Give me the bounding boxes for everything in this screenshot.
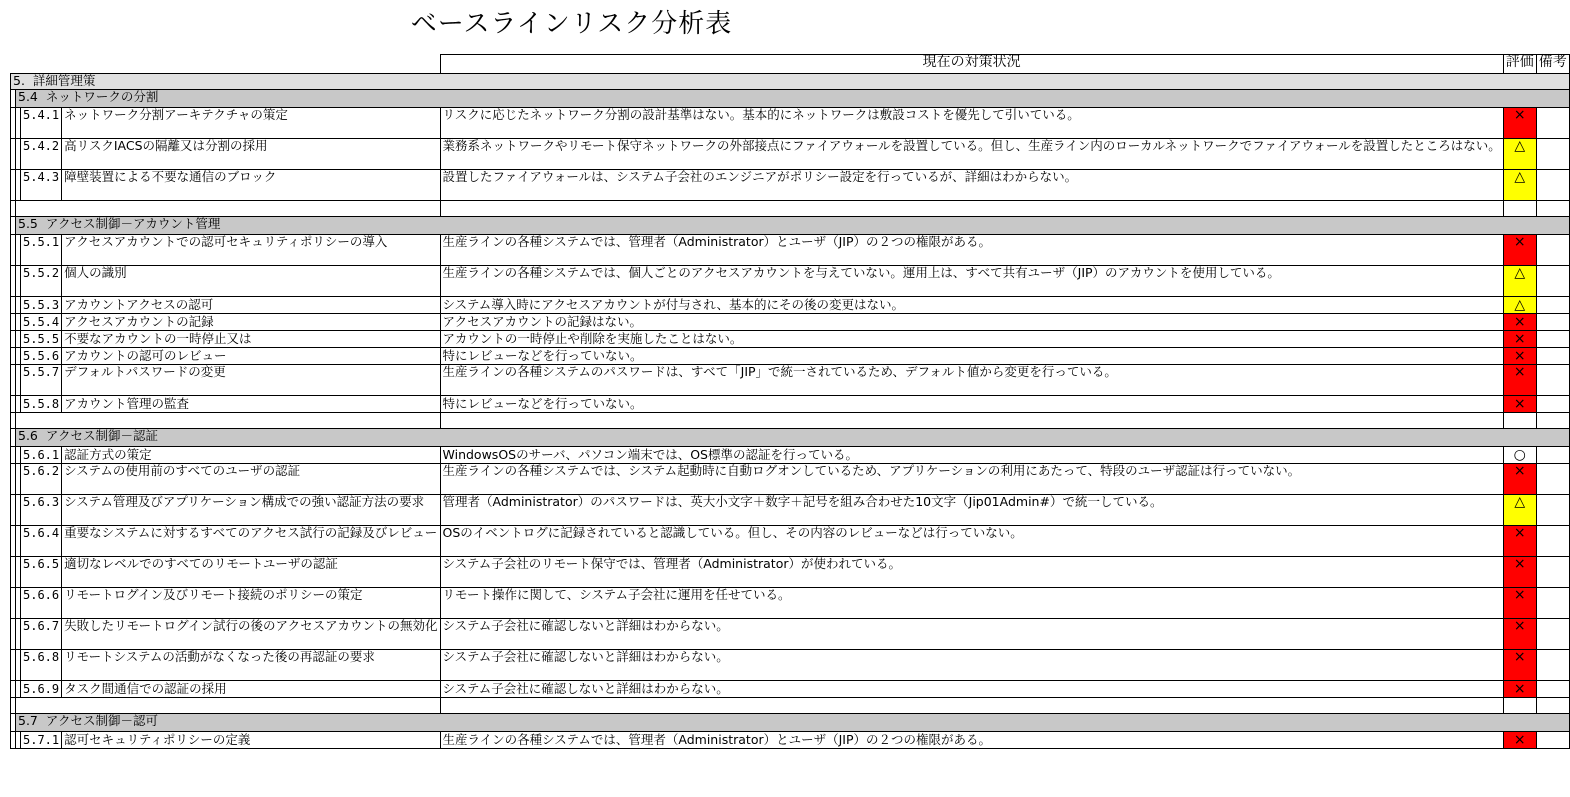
header-note: 備考 xyxy=(1536,55,1569,74)
eval-mark: △ xyxy=(1503,495,1536,526)
eval-mark: × xyxy=(1503,235,1536,266)
eval-mark: △ xyxy=(1503,297,1536,314)
risk-analysis-table xyxy=(10,54,1570,749)
subsection-row xyxy=(11,714,1570,732)
header-status: 現在の対策状況 xyxy=(440,55,1503,74)
table-row: 5.6.9 タスク間通信での認証の採用 システム子会社に確認しないと詳細はわからない。 × xyxy=(11,681,1570,698)
subsection-label: 5.7 アクセス制御－認可 xyxy=(16,714,1570,732)
table-row: 5.4.2 高リスクIACSの隔離又は分割の採用 業務系ネットワークやリモート保守ネットワークの外部接点にファイアウォールを設置している。但し、生産ライン内のローカルネットワークでファイアウォールを設置したところはない。 △ xyxy=(11,139,1570,170)
page-title: ベースラインリスク分析表 xyxy=(410,9,733,39)
table-row: 5.5.7 デフォルトパスワードの変更 生産ラインの各種システムのパスワードは、すべて「JIP」で統一されているため、デフォルト値から変更を行っている。 × xyxy=(11,365,1570,396)
table-row: 5.6.3 システム管理及びアプリケーション構成での強い認証方法の要求 管理者（Administrator）のパスワードは、英大小文字＋数字＋記号を組み合わせた10文字（Jip01Admin#）で統一している。 △ xyxy=(11,495,1570,526)
table-row: 5.6.4 重要なシステムに対するすべてのアクセス試行の記録及びレビュー OSのイベントログに記録されていると認識している。但し、その内容のレビューなどは行っていない。 × xyxy=(11,526,1570,557)
section-row xyxy=(11,74,1570,90)
subsection-row xyxy=(11,90,1570,108)
eval-mark: × xyxy=(1503,396,1536,413)
table-row: 5.5.2 個人の識別 生産ラインの各種システムでは、個人ごとのアクセスアカウントを与えていない。運用上は、すべて共有ユーザ（JIP）のアカウントを使用している。 △ xyxy=(11,266,1570,297)
header-eval: 評価 xyxy=(1503,55,1536,74)
eval-mark: × xyxy=(1503,331,1536,348)
table-row: 5.6.2 システムの使用前のすべてのユーザの認証 生産ラインの各種システムでは、システム起動時に自動ログオンしているため、アプリケーションの利用にあたって、特段のユーザ認証は行っていない。 × xyxy=(11,464,1570,495)
eval-mark: × xyxy=(1503,526,1536,557)
subsection-label: 5.6 アクセス制御－認証 xyxy=(16,429,1570,447)
spacer-row xyxy=(11,201,1570,217)
section-label: 5. 詳細管理策 xyxy=(11,74,1570,90)
eval-mark: ○ xyxy=(1503,447,1536,464)
eval-mark: △ xyxy=(1503,170,1536,201)
table-row: 5.5.8 アカウント管理の監査 特にレビューなどを行っていない。 × xyxy=(11,396,1570,413)
eval-mark: × xyxy=(1503,650,1536,681)
table-row: 5.5.1 アクセスアカウントでの認可セキュリティポリシーの導入 生産ラインの各種システムでは、管理者（Administrator）とユーザ（JIP）の２つの権限がある。 × xyxy=(11,235,1570,266)
spacer-row xyxy=(11,413,1570,429)
table-row: 5.7.1 認可セキュリティポリシーの定義 生産ラインの各種システムでは、管理者（Administrator）とユーザ（JIP）の２つの権限がある。 × xyxy=(11,732,1570,749)
subsection-row xyxy=(11,217,1570,235)
table-row: 5.4.3 障壁装置による不要な通信のブロック 設置したファイアウォールは、システム子会社のエンジニアがポリシー設定を行っているが、詳細はわからない。 △ xyxy=(11,170,1570,201)
eval-mark: × xyxy=(1503,681,1536,698)
table-header-row xyxy=(11,55,1570,74)
eval-mark: △ xyxy=(1503,139,1536,170)
subsection-row xyxy=(11,429,1570,447)
table-row: 5.5.6 アカウントの認可のレビュー 特にレビューなどを行っていない。 × xyxy=(11,348,1570,365)
table-row: 5.5.5 不要なアカウントの一時停止又は アカウントの一時停止や削除を実施したことはない。 × xyxy=(11,331,1570,348)
table-row: 5.6.7 失敗したリモートログイン試行の後のアクセスアカウントの無効化 システム子会社に確認しないと詳細はわからない。 × xyxy=(11,619,1570,650)
spacer-row xyxy=(11,698,1570,714)
eval-mark: × xyxy=(1503,557,1536,588)
table-row: 5.5.3 アカウントアクセスの認可 システム導入時にアクセスアカウントが付与され、基本的にその後の変更はない。 △ xyxy=(11,297,1570,314)
eval-mark: × xyxy=(1503,314,1536,331)
eval-mark: △ xyxy=(1503,266,1536,297)
subsection-label: 5.4 ネットワークの分割 xyxy=(16,90,1570,108)
table-row: 5.4.1 ネットワーク分割アーキテクチャの策定 リスクに応じたネットワーク分割の設計基準はない。基本的にネットワークは敷設コストを優先して引いている。 × xyxy=(11,108,1570,139)
eval-mark: × xyxy=(1503,365,1536,396)
eval-mark: × xyxy=(1503,732,1536,749)
table-row: 5.6.5 適切なレベルでのすべてのリモートユーザの認証 システム子会社のリモート保守では、管理者（Administrator）が使われている。 × xyxy=(11,557,1570,588)
eval-mark: × xyxy=(1503,348,1536,365)
table-row: 5.6.1 認証方式の策定 WindowsOSのサーバ、パソコン端末では、OS標準の認証を行っている。 ○ xyxy=(11,447,1570,464)
table-row: 5.6.8 リモートシステムの活動がなくなった後の再認証の要求 システム子会社に確認しないと詳細はわからない。 × xyxy=(11,650,1570,681)
eval-mark: × xyxy=(1503,108,1536,139)
eval-mark: × xyxy=(1503,588,1536,619)
table-row: 5.6.6 リモートログイン及びリモート接続のポリシーの策定 リモート操作に関して、システム子会社に運用を任せている。 × xyxy=(11,588,1570,619)
table-row: 5.5.4 アクセスアカウントの記録 アクセスアカウントの記録はない。 × xyxy=(11,314,1570,331)
eval-mark: × xyxy=(1503,464,1536,495)
subsection-label: 5.5 アクセス制御－アカウント管理 xyxy=(16,217,1570,235)
eval-mark: × xyxy=(1503,619,1536,650)
